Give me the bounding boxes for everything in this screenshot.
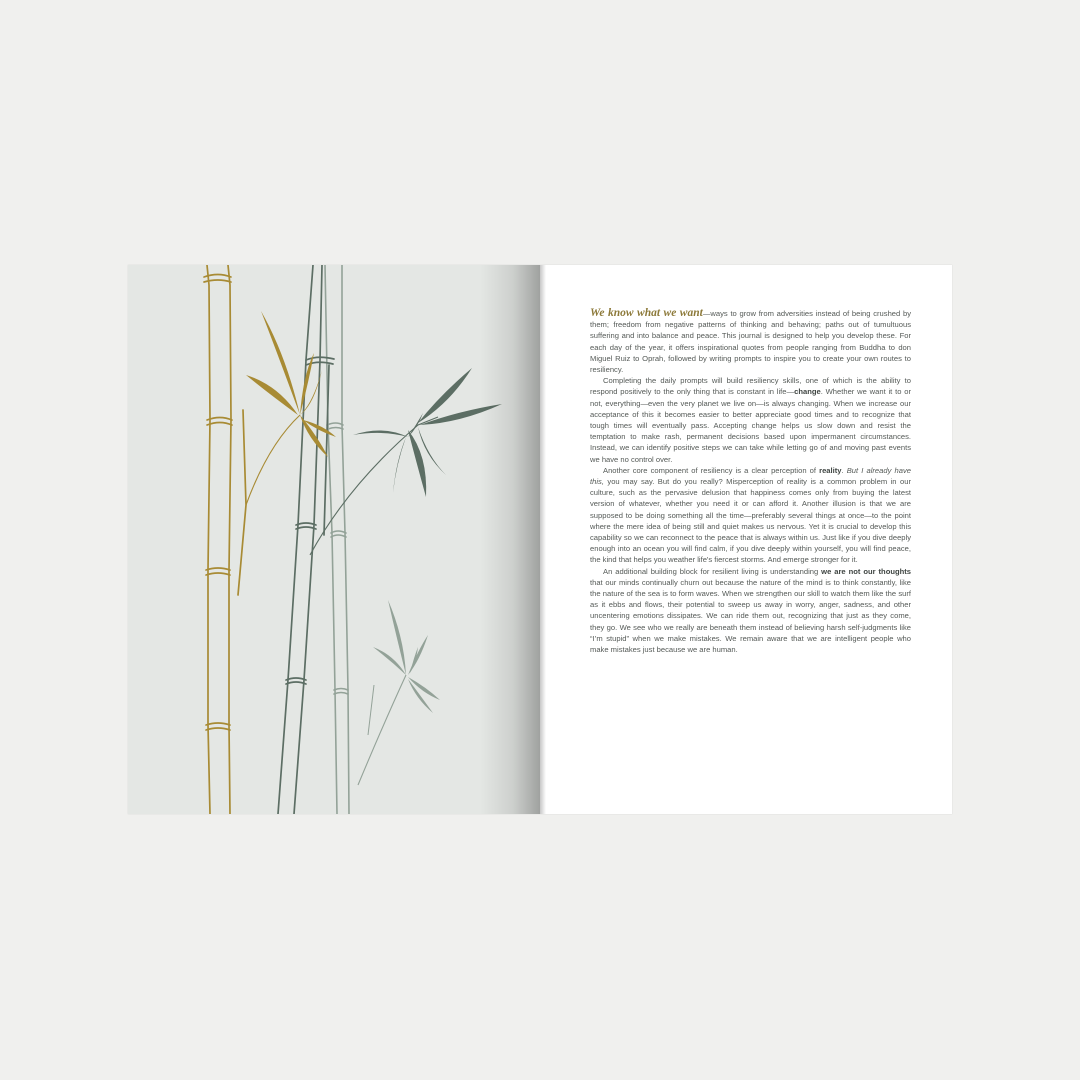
- bamboo-leaves-light: [358, 600, 440, 785]
- gutter-shadow-right: [540, 265, 546, 814]
- right-page-text: [540, 265, 952, 814]
- lead-in-heading: We know what we want: [590, 307, 703, 319]
- book-spread: [128, 265, 952, 814]
- bamboo-stalk-gold: [204, 265, 246, 814]
- keyword-change: change: [794, 387, 821, 397]
- keyword-reality: reality: [819, 465, 842, 475]
- bamboo-illustration-icon: [128, 265, 540, 814]
- left-page-illustration: [128, 265, 540, 814]
- body-text: [590, 308, 911, 655]
- keyword-thoughts: we are not our thoughts: [821, 566, 911, 576]
- bamboo-leaves-gold: [246, 311, 336, 505]
- paragraph-3: Another core component of resiliency is a clear perception of reality. But I already have this, you may say. But do you really? Misperception of reality is a common problem in our culture, such as the pervasive delusion that happiness comes only from buying the latest version of whatever, whether you need it or can afford it. Another illusion is that we are supposed to be doing something all the time—preferably several things at once—to the point where the mere idea of being still and quiet makes us nervous. Yet it is crucial to develop this capability so we can reconnect to the peace that is always within us. Just like if you dive deeply enough into an ocean you will find calm, if you dive deeply within yourself, you will find peace, the kind that helps you weather life's fiercest storms. And emerge stronger for it.: [590, 465, 911, 565]
- bamboo-leaves-dark: [310, 368, 502, 555]
- paragraph-1: We know what we want—ways to grow from adversities instead of being crushed by them; freedom from negative patterns of thinking and behaving; paths out of tumultuous suffering and into balance and peace. This journal is designed to help you develop these. For each day of the year, it offers inspirational quotes from people ranging from Buddha to don Miguel Ruiz to Oprah, followed by writing prompts to inspire you to create your own routes to resiliency.: [590, 307, 911, 375]
- paragraph-2: Completing the daily prompts will build resiliency skills, one of which is the ability to respond positively to the only thing that is constant in life—change. Whether we want it to or not, everything—even the very planet we live on—is always changing. When we increase our acceptance of this it becomes easier to better appreciate good times and to recognize that tough times will eventually pass. Accepting change helps us slow down and resist the temptation to make rash, permanent decisions based upon impermanent circumstances. Instead, we can identify positive steps we can take while letting go of and moving past events we have no control over.: [590, 376, 911, 464]
- bamboo-stalk-light: [325, 265, 349, 814]
- gutter-shadow: [480, 265, 540, 814]
- bamboo-stalk-dark: [278, 265, 334, 814]
- paragraph-4: An additional building block for resilient living is understanding we are not our thoughts that our minds continually churn out because the nature of the mind is to think constantly, like the nature of the sea is to form waves. When we strengthen our skill to watch them like the surf as it ebbs and flows, their potential to sweep us away in worry, anger, sadness, and other uncentering emotions dissipates. We can ride them out, recognizing that just as they come, they go. We see who we really are beneath them instead of believing harsh self-judgments like “I’m stupid” when we make mistakes. We remain aware that we are intelligent people who make mistakes just because we are human.: [590, 566, 911, 655]
